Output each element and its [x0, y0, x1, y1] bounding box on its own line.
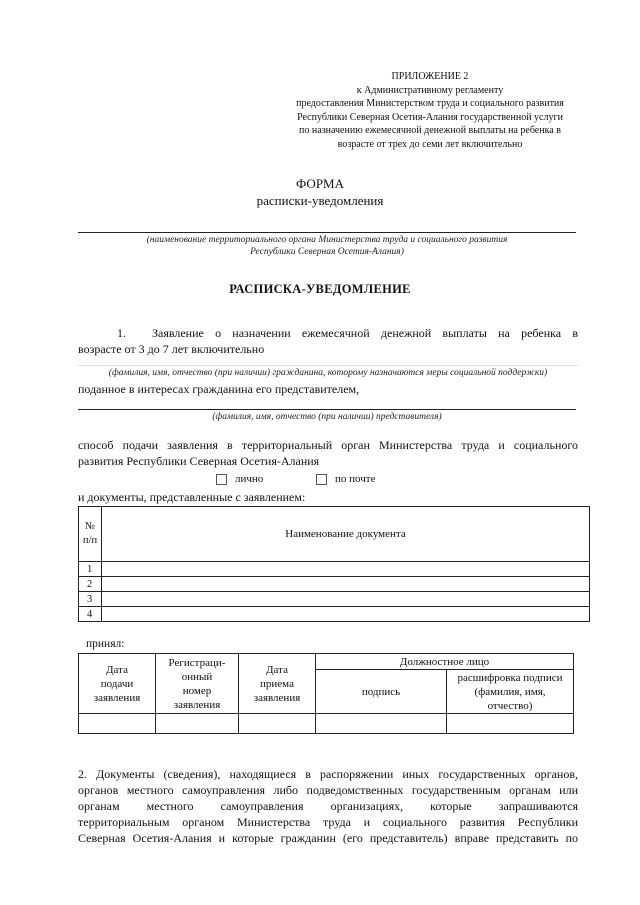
col-decoding-header — [447, 670, 574, 714]
accepted-label: принял: — [86, 638, 125, 650]
table-row — [79, 577, 590, 592]
section2-line: 2. Документы (сведения), находящиеся в распоряжении иных государственных органов, — [78, 767, 578, 781]
decoding-cell[interactable] — [447, 714, 574, 734]
col-number-line1: № — [84, 521, 96, 532]
representative-name-line[interactable] — [78, 409, 576, 410]
header-line: Дата — [106, 663, 128, 676]
col-date-receive-header — [239, 654, 316, 714]
col-signature-header: подпись — [316, 670, 447, 714]
header-line: Регистраци- — [168, 656, 226, 669]
form-title-line2: расписки-уведомления — [256, 193, 384, 208]
document-name-cell[interactable] — [102, 562, 590, 577]
col-number-line2: п/п — [82, 535, 98, 546]
form-title — [0, 175, 640, 209]
documents-text: и документы, представленные с заявлением: — [78, 490, 306, 504]
row-number: 2 — [79, 577, 102, 592]
table-row — [79, 714, 574, 734]
organ-caption — [78, 234, 576, 258]
option-personal-label: лично — [235, 473, 264, 485]
table-row — [79, 562, 590, 577]
header-line: номер — [182, 684, 212, 697]
table-row — [79, 592, 590, 607]
header-line: онный — [181, 670, 213, 683]
option-mail-label: по почте — [335, 473, 376, 485]
main-title: РАСПИСКА-УВЕДОМЛЕНИЕ — [229, 282, 411, 296]
citizen-name-line[interactable] — [78, 365, 578, 366]
organ-name-line[interactable] — [78, 232, 576, 233]
section2-line: территориальным органом Министерства труда и социального развития Республики — [78, 815, 578, 829]
representative-text: поданное в интересах гражданина его представителем, — [78, 382, 360, 396]
appendix-line: к Административному регламенту — [356, 84, 504, 96]
header-line: (фамилия, имя, — [474, 685, 546, 698]
submission-line1: способ подачи заявления в территориальный орган Министерства труда и социального — [78, 438, 578, 452]
document-name-cell[interactable] — [102, 607, 590, 622]
option-mail[interactable] — [316, 471, 375, 487]
appendix-line: предоставления Министерством труда и социального развития — [296, 98, 564, 109]
header-line: заявления — [173, 698, 221, 711]
appendix-line: возрасте от трех до семи лет включительно — [337, 138, 523, 150]
section2-line: органам местного самоуправления организациях, которые запрашиваются — [78, 799, 578, 813]
section2-line: органов местного самоуправления либо подведомственных государственным органам или — [78, 783, 578, 797]
col-reg-header — [156, 654, 239, 714]
option-personal[interactable] — [216, 471, 263, 487]
col-official-header: Должностное лицо — [316, 654, 574, 670]
appendix-line: Республики Северная Осетия-Алания государственной услуги — [297, 111, 563, 123]
document-name-cell[interactable] — [102, 592, 590, 607]
appendix-header — [270, 70, 590, 151]
col-number-header — [79, 507, 102, 562]
checkbox-personal[interactable] — [216, 474, 227, 485]
row-number: 4 — [79, 607, 102, 622]
date-receive-cell[interactable] — [239, 714, 316, 734]
header-line: заявления — [253, 691, 301, 704]
appendix-line: по назначению ежемесячной денежной выплаты на ребенка в — [299, 125, 561, 136]
col-date-submit-header — [79, 654, 156, 714]
organ-caption-line1: (наименование территориального органа Министерства труда и социального развития — [146, 235, 508, 245]
signature-cell[interactable] — [316, 714, 447, 734]
organ-caption-line2: Республики Северная Осетия-Алания) — [250, 247, 404, 257]
header-line: расшифровка подписи — [457, 671, 563, 684]
date-submit-cell[interactable] — [79, 714, 156, 734]
section1-text-line2: возрасте от 3 до 7 лет включительно — [78, 342, 265, 356]
row-number: 1 — [79, 562, 102, 577]
col-name-header: Наименование документа — [102, 507, 590, 562]
reg-number-cell[interactable] — [156, 714, 239, 734]
table-row — [79, 607, 590, 622]
receipt-table — [78, 653, 574, 734]
document-name-cell[interactable] — [102, 577, 590, 592]
header-line: приема — [260, 677, 294, 690]
citizen-caption: (фамилия, имя, отчество (при наличии) гражданина, которому назначаются меры социальной поддержки) — [108, 368, 548, 378]
section2-line: Северная Осетия-Алания и которые гражданин (его представитель) вправе представить по — [78, 831, 578, 845]
header-line: отчество) — [487, 699, 533, 712]
section1-text-line1: Заявление о назначении ежемесячной денежной выплаты на ребенка в — [152, 326, 578, 340]
row-number: 3 — [79, 592, 102, 607]
documents-table — [78, 506, 590, 622]
checkbox-mail[interactable] — [316, 474, 327, 485]
header-line: Дата — [266, 663, 288, 676]
submission-line2: развития Республики Северная Осетия-Алания — [78, 454, 320, 468]
representative-caption: (фамилия, имя, отчество (при наличии) представителя) — [212, 412, 442, 422]
form-title-line1: ФОРМА — [296, 176, 344, 191]
appendix-line: ПРИЛОЖЕНИЕ 2 — [391, 71, 469, 82]
section1-number: 1. — [117, 326, 126, 340]
header-line: заявления — [93, 691, 141, 704]
header-line: подачи — [100, 677, 134, 690]
